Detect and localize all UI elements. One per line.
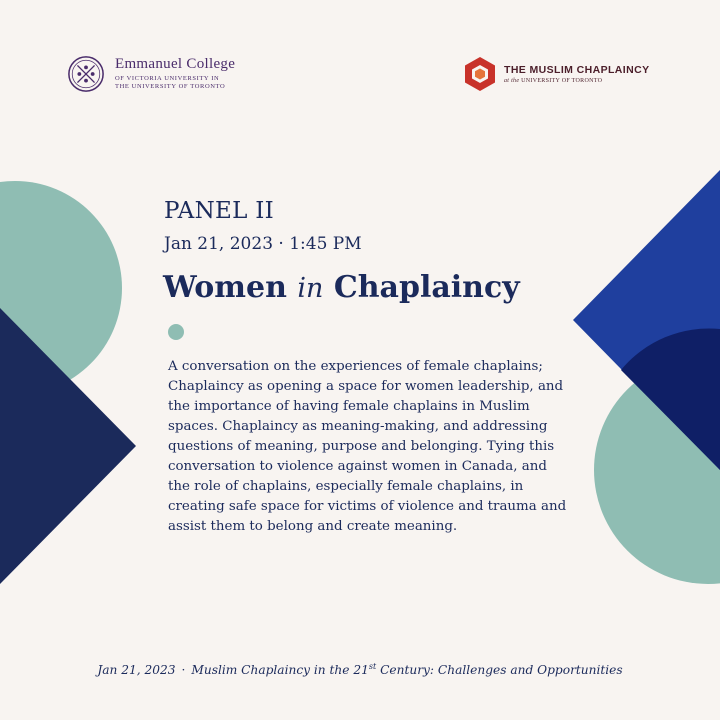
footer-series-prefix: Muslim Chaplaincy in the 21 <box>191 663 369 678</box>
title-in: in <box>297 273 324 304</box>
event-title <box>163 270 520 305</box>
title-chaplaincy: Chaplaincy <box>333 270 520 305</box>
chaplaincy-subtitle-prefix: at the <box>504 78 520 84</box>
title-women: Women <box>163 270 287 305</box>
chaplaincy-name: THE MUSLIM CHAPLAINCY <box>504 64 650 76</box>
chaplaincy-subtitle <box>504 78 649 84</box>
event-description: A conversation on the experiences of female chaplains; Chaplaincy as opening a space for women leadership, and the importance of having female chaplains in Muslim spaces. Chaplaincy as meaning-making, and addressing questions of meaning, purpose and belonging. Tying this conversation to violence against women in Canada, and the role of chaplains, especially female chaplains, in creating safe space for victims of violence and trauma and assist them to belong and create meaning. <box>168 359 567 534</box>
college-crest-icon <box>67 55 105 93</box>
footer-separator: · <box>181 663 186 678</box>
footer-date: Jan 21, 2023 <box>97 663 176 678</box>
footer-series-sup: st <box>368 662 377 671</box>
college-name: Emmanuel College <box>115 56 236 73</box>
chaplaincy-subtitle-rest: UNIVERSITY OF TORONTO <box>521 78 603 84</box>
event-date-time: Jan 21, 2023 · 1:45 PM <box>164 234 362 254</box>
teal-dot-icon <box>168 324 184 340</box>
muslim-chaplaincy-logo <box>463 56 649 92</box>
footer-text <box>0 662 720 677</box>
college-subtitle-2: THE UNIVERSITY OF TORONTO <box>115 83 226 90</box>
hexagon-logo-icon <box>463 56 497 92</box>
college-subtitle-1: OF VICTORIA UNIVERSITY IN <box>115 75 220 83</box>
panel-label: PANEL II <box>164 198 275 224</box>
emmanuel-college-logo <box>67 54 235 94</box>
footer-series-suffix: Century: Challenges and Opportunities <box>376 663 623 678</box>
